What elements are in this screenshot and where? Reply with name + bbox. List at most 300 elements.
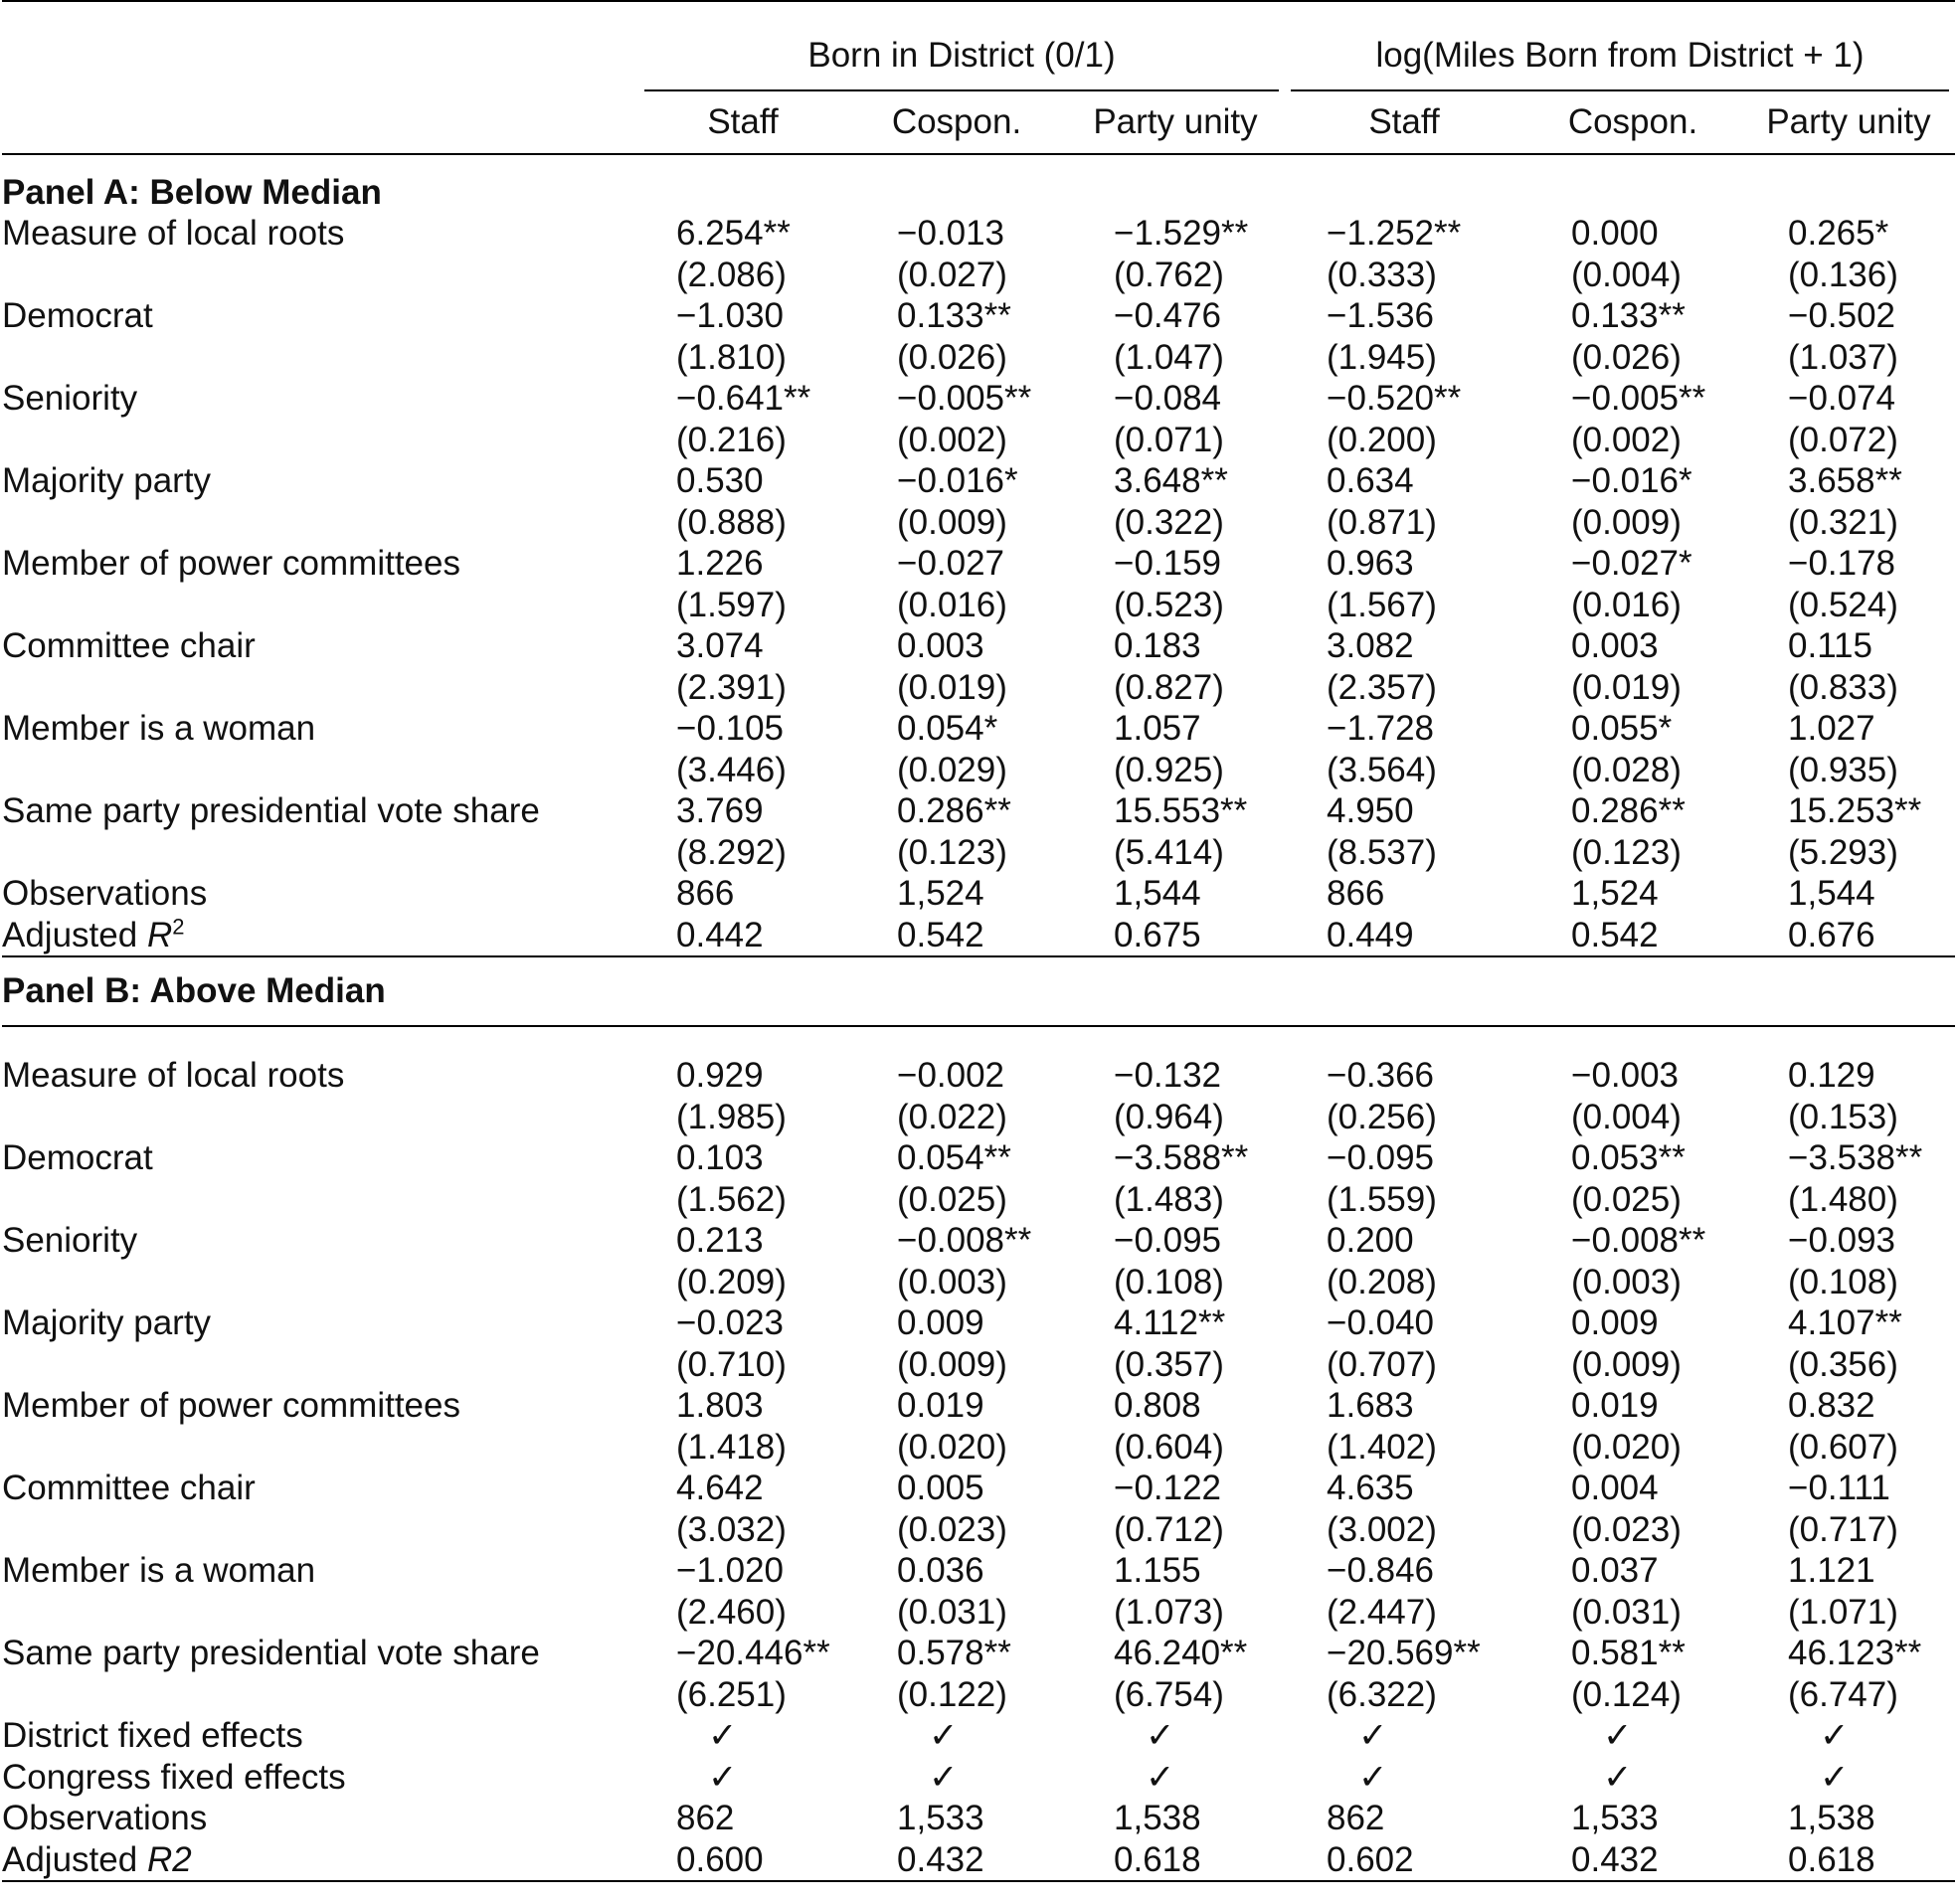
check-icon: ✓ [1603, 1757, 1633, 1797]
coefficient-row [2, 543, 1955, 585]
cell-value: 0.000 [1571, 214, 1659, 253]
cell-value: −0.027* [1571, 544, 1692, 583]
coefficient-row [2, 790, 1955, 832]
cell-value: (1.810) [676, 337, 787, 377]
cell-value: −0.023 [676, 1303, 785, 1342]
congress-fe-row [2, 1757, 1955, 1799]
coefficient-row [2, 625, 1955, 667]
cell-value: (1.945) [1327, 337, 1437, 377]
cell-value: (0.256) [1327, 1097, 1437, 1136]
cell-value: (6.322) [1327, 1674, 1437, 1714]
cell-value: (0.019) [897, 667, 1007, 707]
cell-value: (0.209) [676, 1262, 787, 1301]
cell-value: 4.112** [1114, 1303, 1226, 1342]
cell-value: 1.027 [1788, 709, 1875, 748]
row-label: Seniority [2, 1221, 138, 1260]
cell-value: −0.502 [1788, 296, 1896, 335]
cell-value: (1.559) [1327, 1179, 1437, 1219]
cell-value: (0.072) [1788, 420, 1898, 459]
cell-value: 1,544 [1114, 874, 1201, 913]
cell-value: (0.009) [1571, 1344, 1682, 1384]
cell-value: 0.005 [897, 1469, 984, 1507]
cell-value: (0.025) [897, 1179, 1007, 1219]
cell-value: −1.252** [1327, 214, 1462, 253]
r2-label: Adjusted [2, 915, 138, 954]
r2-symbol: R2 [146, 1839, 192, 1879]
std-error-row [2, 420, 1955, 461]
check-icon: ✓ [1603, 1716, 1633, 1755]
cell-value: 0.676 [1788, 915, 1875, 954]
cell-value: 862 [1327, 1799, 1385, 1837]
cell-value: (0.124) [1571, 1674, 1682, 1714]
row-label [2, 420, 638, 461]
cell-value: (5.293) [1788, 832, 1898, 872]
row-label [2, 1097, 638, 1138]
r2-superscript: 2 [172, 913, 185, 939]
column-header-row [2, 91, 1955, 154]
row-label [2, 1509, 638, 1551]
cell-value: 0.115 [1788, 626, 1872, 665]
column-header: Cospon. [1567, 102, 1698, 141]
row-label [2, 832, 638, 874]
cell-value: (0.524) [1788, 585, 1898, 624]
cell-value: 3.082 [1327, 626, 1414, 665]
cell-value: −0.040 [1327, 1303, 1435, 1342]
cell-value: 0.581** [1571, 1634, 1686, 1672]
cell-value: −0.016* [1571, 461, 1692, 500]
row-label: District fixed effects [2, 1716, 303, 1755]
observations-row [2, 873, 1955, 915]
coefficient-row [2, 708, 1955, 750]
cell-value: (0.200) [1327, 420, 1437, 459]
cell-value: 0.009 [897, 1303, 984, 1342]
std-error-row [2, 1097, 1955, 1138]
cell-value: (2.357) [1327, 667, 1437, 707]
coefficient-row [2, 1137, 1955, 1179]
r2-symbol: R [146, 915, 173, 954]
cell-value: (0.123) [897, 832, 1007, 872]
cell-value: −0.111 [1788, 1469, 1890, 1507]
cell-value: 1.057 [1114, 709, 1201, 748]
cell-value: (1.985) [676, 1097, 787, 1136]
cell-value: 1,524 [1571, 874, 1659, 913]
cell-value: −0.476 [1114, 296, 1222, 335]
check-icon: ✓ [1358, 1716, 1388, 1755]
row-label: Democrat [2, 1138, 153, 1177]
cell-value: (0.717) [1788, 1509, 1898, 1549]
cell-value: −0.095 [1114, 1221, 1222, 1260]
cell-value: (0.031) [897, 1592, 1007, 1632]
column-header: Staff [1368, 102, 1440, 141]
row-label: Democrat [2, 296, 153, 335]
cell-value: 0.963 [1327, 544, 1414, 583]
cell-value: (0.707) [1327, 1344, 1437, 1384]
cell-value: (6.251) [676, 1674, 787, 1714]
cell-value: (0.935) [1788, 750, 1898, 789]
cell-value: 0.600 [676, 1839, 764, 1879]
cell-value: (0.888) [676, 502, 787, 542]
row-label [2, 750, 638, 791]
adjusted-r2-row [2, 1839, 1955, 1882]
column-header: Cospon. [891, 102, 1022, 141]
row-label: Majority party [2, 461, 212, 500]
cell-value: (0.333) [1327, 255, 1437, 294]
cell-value: 0.183 [1114, 626, 1201, 665]
std-error-row [2, 832, 1955, 874]
cell-value: 0.929 [676, 1056, 764, 1095]
std-error-row [2, 1344, 1955, 1386]
cell-value: (0.023) [897, 1509, 1007, 1549]
cell-value: 1.683 [1327, 1386, 1414, 1425]
cell-value: 3.074 [676, 626, 764, 665]
cell-value: 15.253** [1788, 791, 1922, 830]
panel-end-rule [2, 1881, 1955, 1882]
std-error-row [2, 667, 1955, 709]
check-icon: ✓ [1358, 1757, 1388, 1797]
cell-value: 0.053** [1571, 1138, 1686, 1177]
row-label [2, 1674, 638, 1716]
cell-value: 0.449 [1327, 915, 1414, 954]
cell-value: −0.016* [897, 461, 1018, 500]
cell-value: −0.013 [897, 214, 1005, 253]
cell-value: −0.002 [897, 1056, 1005, 1095]
cell-value: 46.240** [1114, 1634, 1248, 1672]
row-label: Committee chair [2, 626, 256, 665]
coefficient-row [2, 1633, 1955, 1674]
cell-value: (0.022) [897, 1097, 1007, 1136]
std-error-row [2, 1674, 1955, 1716]
cell-value: 0.432 [1571, 1839, 1659, 1879]
cell-value: (0.321) [1788, 502, 1898, 542]
row-label: Member of power committees [2, 544, 460, 583]
cell-value: (8.537) [1327, 832, 1437, 872]
cell-value: (0.122) [897, 1674, 1007, 1714]
cell-value: 0.832 [1788, 1386, 1875, 1425]
cell-value: 4.642 [676, 1469, 764, 1507]
cell-value: (0.357) [1114, 1344, 1224, 1384]
cell-value: 866 [1327, 874, 1385, 913]
cell-value: −1.536 [1327, 296, 1435, 335]
cell-value: (0.153) [1788, 1097, 1898, 1136]
cell-value: 0.037 [1571, 1551, 1659, 1590]
std-error-row [2, 255, 1955, 296]
cell-value: 0.019 [1571, 1386, 1659, 1425]
cell-value: 1.121 [1788, 1551, 1875, 1590]
cell-value: 3.658** [1788, 461, 1902, 500]
cell-value: 0.009 [1571, 1303, 1659, 1342]
cell-value: (0.026) [897, 337, 1007, 377]
cell-value: 0.019 [897, 1386, 984, 1425]
cell-value: (6.747) [1788, 1674, 1898, 1714]
observations-row [2, 1798, 1955, 1839]
cell-value: 866 [676, 874, 735, 913]
check-icon: ✓ [929, 1716, 959, 1755]
cell-value: −0.159 [1114, 544, 1222, 583]
cell-value: (8.292) [676, 832, 787, 872]
row-label [2, 1427, 638, 1469]
cell-value: −0.122 [1114, 1469, 1222, 1507]
cell-value: (0.003) [897, 1262, 1007, 1301]
cell-value: −0.366 [1327, 1056, 1435, 1095]
cell-value: 0.286** [1571, 791, 1686, 830]
cell-value: 0.808 [1114, 1386, 1201, 1425]
cell-value: (0.003) [1571, 1262, 1682, 1301]
cell-value: (0.025) [1571, 1179, 1682, 1219]
cell-value: 0.542 [897, 915, 984, 954]
std-error-row [2, 1592, 1955, 1634]
row-label: Same party presidential vote share [2, 791, 540, 830]
column-header: Staff [707, 102, 779, 141]
cell-value: 0.036 [897, 1551, 984, 1590]
cell-value: (3.032) [676, 1509, 787, 1549]
cell-value: 0.133** [897, 296, 1011, 335]
panel-title-row [2, 957, 1955, 1026]
row-label [2, 255, 638, 296]
cell-value: 1.155 [1114, 1551, 1201, 1590]
cell-value: 0.054* [897, 709, 998, 748]
cell-value: −20.569** [1327, 1634, 1481, 1672]
cell-value: (1.483) [1114, 1179, 1224, 1219]
cell-value: −0.105 [676, 709, 785, 748]
row-label: Measure of local roots [2, 214, 345, 253]
cell-value: (1.480) [1788, 1179, 1898, 1219]
cell-value: (1.037) [1788, 337, 1898, 377]
cell-value: 0.213 [676, 1221, 764, 1260]
std-error-row [2, 750, 1955, 791]
row-label [2, 1839, 638, 1882]
coefficient-row [2, 1385, 1955, 1427]
coefficient-row [2, 1055, 1955, 1097]
regression-table [2, 0, 1955, 1882]
cell-value: (0.002) [897, 420, 1007, 459]
check-icon: ✓ [708, 1716, 738, 1755]
cell-value: (0.023) [1571, 1509, 1682, 1549]
cell-value: (0.123) [1571, 832, 1682, 872]
cell-value: 1.226 [676, 544, 764, 583]
check-icon: ✓ [1146, 1757, 1175, 1797]
cell-value: 15.553** [1114, 791, 1248, 830]
cell-value: (2.391) [676, 667, 787, 707]
cell-value: 0.129 [1788, 1056, 1875, 1095]
column-header: Party unity [1093, 102, 1258, 141]
check-icon: ✓ [1820, 1716, 1850, 1755]
cell-value: (0.031) [1571, 1592, 1682, 1632]
cell-value: −1.030 [676, 296, 785, 335]
cell-value: 3.648** [1114, 461, 1228, 500]
std-error-row [2, 1427, 1955, 1469]
row-label: Member is a woman [2, 709, 316, 748]
row-label: Seniority [2, 379, 138, 418]
group-log-miles: log(Miles Born from District + 1) [1291, 36, 1949, 91]
cell-value: −0.008** [1571, 1221, 1706, 1260]
row-label [2, 667, 638, 709]
cell-value: 1.803 [676, 1386, 764, 1425]
cell-value: (6.754) [1114, 1674, 1224, 1714]
row-label: Congress fixed effects [2, 1757, 346, 1797]
panel-title: Panel A: Below Median [2, 173, 382, 212]
row-label: Measure of local roots [2, 1056, 345, 1095]
cell-value: (0.356) [1788, 1344, 1898, 1384]
cell-value: (0.827) [1114, 667, 1224, 707]
cell-value: −0.520** [1327, 379, 1462, 418]
cell-value: −0.003 [1571, 1056, 1680, 1095]
row-label [2, 1344, 638, 1386]
cell-value: (0.523) [1114, 585, 1224, 624]
std-error-row [2, 337, 1955, 379]
cell-value: (2.086) [676, 255, 787, 294]
cell-value: 46.123** [1788, 1634, 1922, 1672]
cell-value: 0.286** [897, 791, 1011, 830]
cell-value: −3.588** [1114, 1138, 1249, 1177]
cell-value: (0.016) [1571, 585, 1682, 624]
cell-value: (2.447) [1327, 1592, 1437, 1632]
cell-value: (1.418) [676, 1427, 787, 1467]
adjusted-r2-row [2, 915, 1955, 957]
cell-value: (3.446) [676, 750, 787, 789]
row-label [2, 585, 638, 626]
cell-value: 0.055* [1571, 709, 1673, 748]
cell-value: 4.107** [1788, 1303, 1902, 1342]
cell-value: −20.446** [676, 1634, 830, 1672]
cell-value: −0.005** [1571, 379, 1706, 418]
cell-value: 0.103 [676, 1138, 764, 1177]
cell-value: 0.618 [1114, 1839, 1201, 1879]
cell-value: 0.602 [1327, 1839, 1414, 1879]
cell-value: −1.728 [1327, 709, 1435, 748]
panel-title: Panel B: Above Median [2, 971, 386, 1010]
row-label: Member is a woman [2, 1551, 316, 1590]
check-icon: ✓ [929, 1757, 959, 1797]
cell-value: 1,533 [897, 1799, 984, 1837]
cell-value: (1.562) [676, 1179, 787, 1219]
cell-value: (1.047) [1114, 337, 1224, 377]
cell-value: (0.762) [1114, 255, 1224, 294]
cell-value: (0.322) [1114, 502, 1224, 542]
cell-value: −0.093 [1788, 1221, 1896, 1260]
cell-value: (1.071) [1788, 1592, 1898, 1632]
cell-value: (0.964) [1114, 1097, 1224, 1136]
cell-value: 1,538 [1114, 1799, 1201, 1837]
cell-value: (1.597) [676, 585, 787, 624]
coefficient-row [2, 460, 1955, 502]
check-icon: ✓ [1146, 1716, 1175, 1755]
cell-value: (0.020) [897, 1427, 1007, 1467]
cell-value: (0.208) [1327, 1262, 1437, 1301]
cell-value: 1,538 [1788, 1799, 1875, 1837]
cell-value: 0.003 [1571, 626, 1659, 665]
cell-value: (0.029) [897, 750, 1007, 789]
row-label: Observations [2, 1799, 208, 1837]
row-label: Same party presidential vote share [2, 1634, 540, 1672]
cell-value: (0.712) [1114, 1509, 1224, 1549]
cell-value: 4.635 [1327, 1469, 1414, 1507]
cell-value: (0.019) [1571, 667, 1682, 707]
cell-value: (0.002) [1571, 420, 1682, 459]
group-born-in-district: Born in District (0/1) [644, 36, 1279, 91]
cell-value: 0.530 [676, 461, 764, 500]
cell-value: 0.004 [1571, 1469, 1659, 1507]
cell-value: 0.265* [1788, 214, 1889, 253]
cell-value: (0.009) [1571, 502, 1682, 542]
cell-value: (2.460) [676, 1592, 787, 1632]
cell-value: 0.675 [1114, 915, 1201, 954]
cell-value: 0.578** [897, 1634, 1011, 1672]
row-label: Observations [2, 874, 208, 913]
cell-value: 0.200 [1327, 1221, 1414, 1260]
cell-value: (0.028) [1571, 750, 1682, 789]
cell-value: (0.071) [1114, 420, 1224, 459]
cell-value: −0.005** [897, 379, 1032, 418]
cell-value: −0.084 [1114, 379, 1222, 418]
row-label: Majority party [2, 1303, 212, 1342]
row-label [2, 1592, 638, 1634]
cell-value: −0.027 [897, 544, 1005, 583]
cell-value: 4.950 [1327, 791, 1414, 830]
row-label: Member of power committees [2, 1386, 460, 1425]
cell-value: (0.026) [1571, 337, 1682, 377]
cell-value: −1.529** [1114, 214, 1249, 253]
coefficient-row [2, 295, 1955, 337]
coefficient-row [2, 378, 1955, 420]
cell-value: 0.054** [897, 1138, 1011, 1177]
cell-value: 1,533 [1571, 1799, 1659, 1837]
cell-value: 1,544 [1788, 874, 1875, 913]
cell-value: (0.009) [897, 1344, 1007, 1384]
cell-value: 1,524 [897, 874, 984, 913]
district-fe-row [2, 1715, 1955, 1757]
cell-value: (0.009) [897, 502, 1007, 542]
cell-value: 0.432 [897, 1839, 984, 1879]
cell-value: (0.607) [1788, 1427, 1898, 1467]
cell-value: (3.002) [1327, 1509, 1437, 1549]
cell-value: (3.564) [1327, 750, 1437, 789]
check-icon: ✓ [1820, 1757, 1850, 1797]
cell-value: (0.108) [1788, 1262, 1898, 1301]
panel-title-row [2, 155, 1955, 213]
cell-value: (1.567) [1327, 585, 1437, 624]
coefficient-row [2, 1468, 1955, 1509]
cell-value: 3.769 [676, 791, 764, 830]
cell-value: 0.618 [1788, 1839, 1875, 1879]
cell-value: (0.871) [1327, 502, 1437, 542]
cell-value: −0.178 [1788, 544, 1896, 583]
cell-value: −0.132 [1114, 1056, 1222, 1095]
check-icon: ✓ [708, 1757, 738, 1797]
cell-value: (0.027) [897, 255, 1007, 294]
coefficient-row [2, 1302, 1955, 1344]
cell-value: (0.604) [1114, 1427, 1224, 1467]
cell-value: −0.008** [897, 1221, 1032, 1260]
row-label [2, 337, 638, 379]
cell-value: (0.004) [1571, 1097, 1682, 1136]
row-label [2, 915, 638, 957]
cell-value: (1.402) [1327, 1427, 1437, 1467]
cell-value: −1.020 [676, 1551, 785, 1590]
cell-value: (0.004) [1571, 255, 1682, 294]
r2-label: Adjusted [2, 1839, 138, 1879]
cell-value: 0.003 [897, 626, 984, 665]
coefficient-row [2, 213, 1955, 255]
cell-value: −0.641** [676, 379, 811, 418]
cell-value: (0.020) [1571, 1427, 1682, 1467]
cell-value: (0.016) [897, 585, 1007, 624]
coefficient-row [2, 1550, 1955, 1592]
cell-value: 862 [676, 1799, 735, 1837]
row-label [2, 1179, 638, 1221]
column-group-header [2, 2, 1955, 91]
row-label [2, 502, 638, 544]
cell-value: (0.108) [1114, 1262, 1224, 1301]
